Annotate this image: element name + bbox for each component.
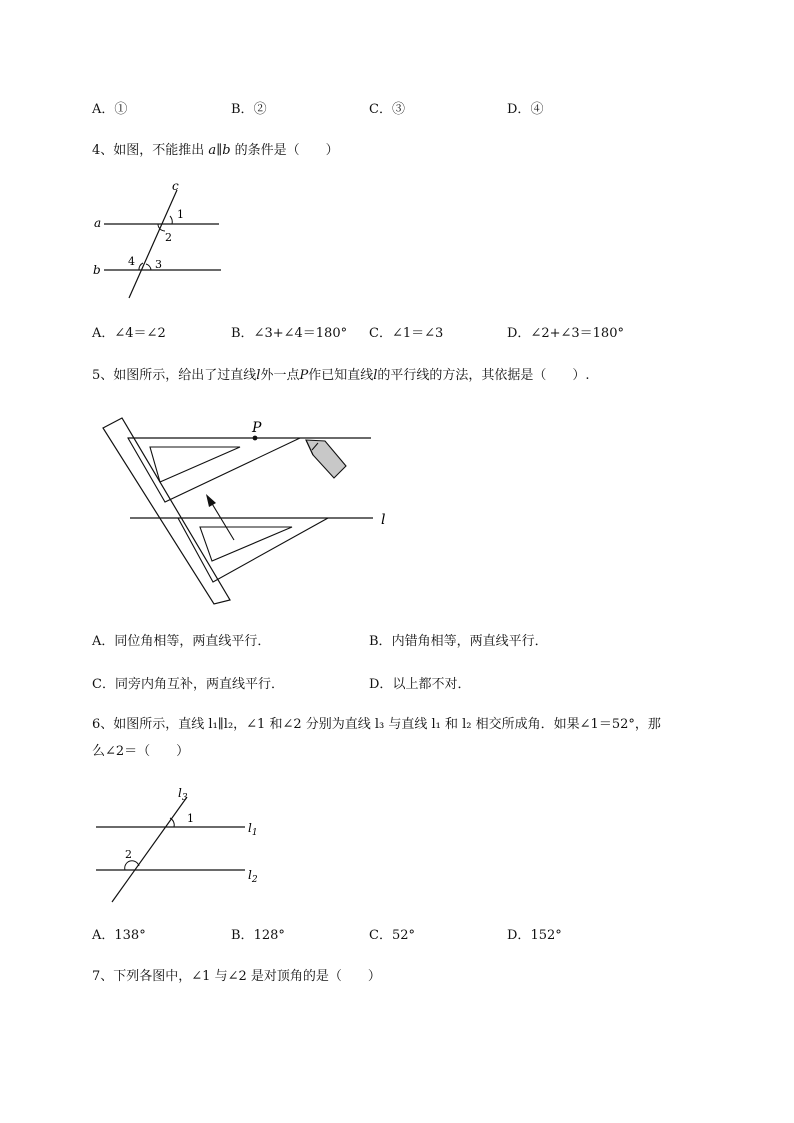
q6-stem-line1: 6、如图所示，直线 l₁∥l₂，∠1 和∠2 分别为直线 l₃ 与直线 l₁ 和 l₂ 相交所成角．如果∠1＝52°，那 [92,717,661,732]
angle2-arc [125,861,139,870]
label-angle3: 3 [155,258,162,271]
label-c: c [172,179,179,193]
q6-stem-line2: 么∠2＝（ ） [92,744,190,759]
q4-option-d: D．∠2+∠3＝180° [507,326,624,341]
label-p: P [252,420,262,436]
label-b: b [93,263,101,277]
q4-option-b: B．∠3+∠4＝180° [231,326,348,341]
label-angle1: 1 [187,812,194,825]
q5-stem: 5、如图所示，给出了过直线l外一点P作已知直线l的平行线的方法，其依据是（ ）. [92,368,590,383]
q5-option-a: A．同位角相等，两直线平行． [92,634,271,649]
q7-stem: 7、下列各图中，∠1 与∠2 是对顶角的是（ ） [92,969,381,984]
q3-option-c: C．③ [369,102,405,117]
label-l1: $l_1$ [248,821,258,838]
q3-option-b: B．② [231,102,267,117]
q4-option-c: C．∠1＝∠3 [369,326,444,341]
q6-option-d: D．152° [507,928,562,943]
label-angle4: 4 [128,255,135,268]
q3-option-a: A．① [92,102,128,117]
q5-option-b: B．内错角相等，两直线平行． [369,634,548,649]
label-angle2: 2 [165,231,172,244]
q5-option-c: C．同旁内角互补，两直线平行． [92,677,284,692]
q4-stem: 4、如图，不能推出 a∥b 的条件是（ ） [92,143,339,158]
label-angle1: 1 [177,208,184,221]
q5-option-d: D．以上都不对． [369,677,471,692]
q4-option-a: A．∠4＝∠2 [92,326,166,341]
line-l3 [112,797,187,902]
q6-option-b: B．128° [231,928,285,943]
q6-option-c: C．52° [369,928,415,943]
label-l3: $l_3$ [178,786,188,803]
label-l2: $l_2$ [248,868,258,885]
q6-option-a: A．138° [92,928,146,943]
label-a: a [94,216,102,230]
label-angle2: 2 [125,848,132,861]
label-l: l [381,512,386,528]
q3-option-d: D．④ [507,102,544,117]
